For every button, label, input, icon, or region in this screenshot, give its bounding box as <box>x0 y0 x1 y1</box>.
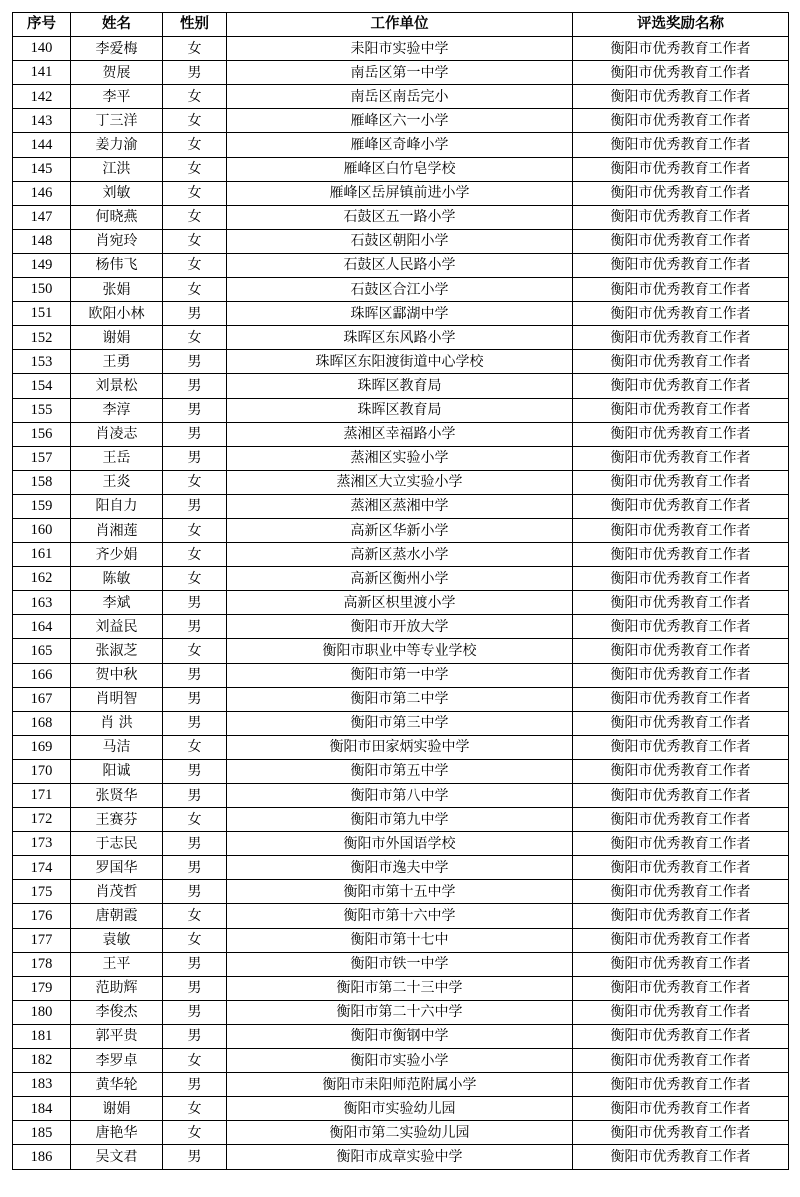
cell-award-name: 衡阳市优秀教育工作者 <box>573 85 789 109</box>
cell-serial-number: 164 <box>13 615 71 639</box>
cell-serial-number: 176 <box>13 904 71 928</box>
cell-award-name: 衡阳市优秀教育工作者 <box>573 567 789 591</box>
cell-name: 王炎 <box>71 470 163 494</box>
cell-work-unit: 蒸湘区蒸湘中学 <box>227 494 573 518</box>
cell-work-unit: 雁峰区六一小学 <box>227 109 573 133</box>
cell-name: 张淑芝 <box>71 639 163 663</box>
cell-gender: 男 <box>163 398 227 422</box>
cell-work-unit: 衡阳市耒阳师范附属小学 <box>227 1073 573 1097</box>
cell-award-name: 衡阳市优秀教育工作者 <box>573 494 789 518</box>
cell-serial-number: 145 <box>13 157 71 181</box>
cell-name: 刘敏 <box>71 181 163 205</box>
cell-work-unit: 衡阳市第二十三中学 <box>227 976 573 1000</box>
cell-work-unit: 珠晖区东风路小学 <box>227 326 573 350</box>
cell-award-name: 衡阳市优秀教育工作者 <box>573 326 789 350</box>
table-row <box>13 61 789 85</box>
cell-gender: 男 <box>163 976 227 1000</box>
cell-award-name: 衡阳市优秀教育工作者 <box>573 784 789 808</box>
cell-work-unit: 石鼓区合江小学 <box>227 278 573 302</box>
cell-gender: 女 <box>163 253 227 277</box>
cell-serial-number: 153 <box>13 350 71 374</box>
cell-gender: 男 <box>163 1000 227 1024</box>
cell-work-unit: 衡阳市第十五中学 <box>227 880 573 904</box>
cell-work-unit: 衡阳市职业中等专业学校 <box>227 639 573 663</box>
cell-name: 郭平贵 <box>71 1024 163 1048</box>
table-row <box>13 350 789 374</box>
table-row <box>13 976 789 1000</box>
cell-serial-number: 148 <box>13 229 71 253</box>
cell-name: 何晓燕 <box>71 205 163 229</box>
cell-award-name: 衡阳市优秀教育工作者 <box>573 518 789 542</box>
cell-serial-number: 147 <box>13 205 71 229</box>
cell-award-name: 衡阳市优秀教育工作者 <box>573 1000 789 1024</box>
cell-work-unit: 蒸湘区实验小学 <box>227 446 573 470</box>
table-row <box>13 446 789 470</box>
cell-gender: 女 <box>163 229 227 253</box>
cell-serial-number: 160 <box>13 518 71 542</box>
cell-name: 肖 洪 <box>71 711 163 735</box>
cell-award-name: 衡阳市优秀教育工作者 <box>573 759 789 783</box>
table-row <box>13 591 789 615</box>
award-list-sheet <box>12 12 788 1170</box>
cell-name: 于志民 <box>71 832 163 856</box>
cell-name: 袁敏 <box>71 928 163 952</box>
cell-serial-number: 150 <box>13 278 71 302</box>
cell-award-name: 衡阳市优秀教育工作者 <box>573 1097 789 1121</box>
cell-name: 唐艳华 <box>71 1121 163 1145</box>
cell-work-unit: 耒阳市实验中学 <box>227 37 573 61</box>
cell-award-name: 衡阳市优秀教育工作者 <box>573 856 789 880</box>
header-serial-number: 序号 <box>13 13 71 37</box>
cell-award-name: 衡阳市优秀教育工作者 <box>573 832 789 856</box>
cell-work-unit: 南岳区南岳完小 <box>227 85 573 109</box>
cell-work-unit: 衡阳市第九中学 <box>227 808 573 832</box>
cell-award-name: 衡阳市优秀教育工作者 <box>573 952 789 976</box>
cell-serial-number: 171 <box>13 784 71 808</box>
table-row <box>13 880 789 904</box>
cell-name: 江洪 <box>71 157 163 181</box>
cell-gender: 男 <box>163 759 227 783</box>
table-row <box>13 302 789 326</box>
cell-name: 范助辉 <box>71 976 163 1000</box>
table-row <box>13 808 789 832</box>
table-row <box>13 398 789 422</box>
cell-work-unit: 南岳区第一中学 <box>227 61 573 85</box>
cell-name: 李平 <box>71 85 163 109</box>
cell-name: 唐朝霞 <box>71 904 163 928</box>
cell-work-unit: 衡阳市实验幼儿园 <box>227 1097 573 1121</box>
cell-work-unit: 衡阳市第二中学 <box>227 687 573 711</box>
cell-serial-number: 141 <box>13 61 71 85</box>
cell-work-unit: 衡阳市衡钢中学 <box>227 1024 573 1048</box>
cell-award-name: 衡阳市优秀教育工作者 <box>573 928 789 952</box>
table-row <box>13 735 789 759</box>
cell-award-name: 衡阳市优秀教育工作者 <box>573 543 789 567</box>
cell-work-unit: 衡阳市第十七中 <box>227 928 573 952</box>
cell-serial-number: 177 <box>13 928 71 952</box>
cell-name: 李斌 <box>71 591 163 615</box>
cell-serial-number: 163 <box>13 591 71 615</box>
cell-serial-number: 178 <box>13 952 71 976</box>
cell-name: 王赛芬 <box>71 808 163 832</box>
cell-gender: 男 <box>163 374 227 398</box>
cell-gender: 男 <box>163 591 227 615</box>
table-row <box>13 1121 789 1145</box>
table-row <box>13 229 789 253</box>
cell-name: 王平 <box>71 952 163 976</box>
cell-serial-number: 167 <box>13 687 71 711</box>
table-row <box>13 639 789 663</box>
table-row <box>13 109 789 133</box>
table-row <box>13 615 789 639</box>
cell-gender: 女 <box>163 109 227 133</box>
cell-award-name: 衡阳市优秀教育工作者 <box>573 133 789 157</box>
cell-award-name: 衡阳市优秀教育工作者 <box>573 663 789 687</box>
cell-work-unit: 衡阳市第八中学 <box>227 784 573 808</box>
cell-gender: 女 <box>163 904 227 928</box>
cell-name: 欧阳小林 <box>71 302 163 326</box>
cell-name: 黄华轮 <box>71 1073 163 1097</box>
table-row <box>13 37 789 61</box>
cell-name: 肖宛玲 <box>71 229 163 253</box>
cell-award-name: 衡阳市优秀教育工作者 <box>573 880 789 904</box>
table-header <box>13 13 789 37</box>
table-row <box>13 1145 789 1169</box>
cell-work-unit: 高新区蒸水小学 <box>227 543 573 567</box>
cell-name: 王勇 <box>71 350 163 374</box>
cell-name: 肖茂哲 <box>71 880 163 904</box>
cell-gender: 男 <box>163 61 227 85</box>
cell-serial-number: 151 <box>13 302 71 326</box>
cell-work-unit: 高新区枳里渡小学 <box>227 591 573 615</box>
cell-gender: 男 <box>163 711 227 735</box>
cell-award-name: 衡阳市优秀教育工作者 <box>573 205 789 229</box>
header-gender: 性别 <box>163 13 227 37</box>
cell-work-unit: 珠晖区教育局 <box>227 398 573 422</box>
cell-gender: 男 <box>163 880 227 904</box>
cell-gender: 男 <box>163 952 227 976</box>
cell-serial-number: 156 <box>13 422 71 446</box>
cell-award-name: 衡阳市优秀教育工作者 <box>573 639 789 663</box>
cell-award-name: 衡阳市优秀教育工作者 <box>573 711 789 735</box>
cell-work-unit: 衡阳市第二十六中学 <box>227 1000 573 1024</box>
cell-award-name: 衡阳市优秀教育工作者 <box>573 37 789 61</box>
table-row <box>13 1000 789 1024</box>
cell-serial-number: 184 <box>13 1097 71 1121</box>
cell-gender: 女 <box>163 518 227 542</box>
cell-work-unit: 衡阳市外国语学校 <box>227 832 573 856</box>
cell-name: 李罗卓 <box>71 1049 163 1073</box>
cell-serial-number: 165 <box>13 639 71 663</box>
cell-serial-number: 182 <box>13 1049 71 1073</box>
cell-award-name: 衡阳市优秀教育工作者 <box>573 808 789 832</box>
cell-gender: 男 <box>163 687 227 711</box>
table-body <box>13 37 789 1169</box>
table-row <box>13 663 789 687</box>
cell-serial-number: 146 <box>13 181 71 205</box>
table-row <box>13 928 789 952</box>
cell-serial-number: 144 <box>13 133 71 157</box>
header-work-unit: 工作单位 <box>227 13 573 37</box>
cell-gender: 女 <box>163 808 227 832</box>
cell-work-unit: 高新区衡州小学 <box>227 567 573 591</box>
cell-serial-number: 159 <box>13 494 71 518</box>
cell-work-unit: 衡阳市第一中学 <box>227 663 573 687</box>
cell-work-unit: 珠晖区东阳渡街道中心学校 <box>227 350 573 374</box>
cell-award-name: 衡阳市优秀教育工作者 <box>573 109 789 133</box>
table-row <box>13 85 789 109</box>
cell-work-unit: 衡阳市开放大学 <box>227 615 573 639</box>
award-table <box>12 12 789 1170</box>
table-row <box>13 494 789 518</box>
cell-name: 李爱梅 <box>71 37 163 61</box>
cell-name: 刘景松 <box>71 374 163 398</box>
cell-gender: 男 <box>163 1145 227 1169</box>
cell-serial-number: 170 <box>13 759 71 783</box>
cell-work-unit: 蒸湘区大立实验小学 <box>227 470 573 494</box>
cell-work-unit: 衡阳市铁一中学 <box>227 952 573 976</box>
cell-serial-number: 173 <box>13 832 71 856</box>
cell-name: 谢娟 <box>71 326 163 350</box>
table-row <box>13 687 789 711</box>
cell-gender: 女 <box>163 928 227 952</box>
cell-award-name: 衡阳市优秀教育工作者 <box>573 157 789 181</box>
cell-work-unit: 雁峰区奇峰小学 <box>227 133 573 157</box>
cell-name: 阳诚 <box>71 759 163 783</box>
cell-gender: 男 <box>163 446 227 470</box>
cell-name: 张娟 <box>71 278 163 302</box>
cell-serial-number: 172 <box>13 808 71 832</box>
cell-award-name: 衡阳市优秀教育工作者 <box>573 253 789 277</box>
cell-award-name: 衡阳市优秀教育工作者 <box>573 1049 789 1073</box>
cell-gender: 女 <box>163 181 227 205</box>
cell-gender: 女 <box>163 1049 227 1073</box>
cell-work-unit: 珠晖区教育局 <box>227 374 573 398</box>
cell-award-name: 衡阳市优秀教育工作者 <box>573 976 789 1000</box>
cell-serial-number: 168 <box>13 711 71 735</box>
table-row <box>13 422 789 446</box>
cell-work-unit: 衡阳市逸夫中学 <box>227 856 573 880</box>
cell-award-name: 衡阳市优秀教育工作者 <box>573 398 789 422</box>
table-row <box>13 543 789 567</box>
cell-serial-number: 169 <box>13 735 71 759</box>
table-row <box>13 1049 789 1073</box>
cell-serial-number: 157 <box>13 446 71 470</box>
table-row <box>13 832 789 856</box>
cell-work-unit: 衡阳市实验小学 <box>227 1049 573 1073</box>
cell-gender: 男 <box>163 422 227 446</box>
cell-name: 齐少娟 <box>71 543 163 567</box>
cell-serial-number: 142 <box>13 85 71 109</box>
cell-gender: 男 <box>163 494 227 518</box>
table-row <box>13 157 789 181</box>
header-row <box>13 13 789 37</box>
cell-award-name: 衡阳市优秀教育工作者 <box>573 422 789 446</box>
table-row <box>13 1097 789 1121</box>
cell-award-name: 衡阳市优秀教育工作者 <box>573 229 789 253</box>
cell-name: 李淳 <box>71 398 163 422</box>
cell-work-unit: 衡阳市第三中学 <box>227 711 573 735</box>
cell-gender: 男 <box>163 832 227 856</box>
cell-work-unit: 衡阳市第五中学 <box>227 759 573 783</box>
cell-award-name: 衡阳市优秀教育工作者 <box>573 904 789 928</box>
cell-gender: 男 <box>163 663 227 687</box>
cell-name: 阳自力 <box>71 494 163 518</box>
table-row <box>13 904 789 928</box>
cell-gender: 女 <box>163 278 227 302</box>
cell-award-name: 衡阳市优秀教育工作者 <box>573 61 789 85</box>
cell-gender: 女 <box>163 567 227 591</box>
cell-serial-number: 186 <box>13 1145 71 1169</box>
cell-award-name: 衡阳市优秀教育工作者 <box>573 350 789 374</box>
cell-name: 刘益民 <box>71 615 163 639</box>
cell-name: 吴文君 <box>71 1145 163 1169</box>
table-row <box>13 326 789 350</box>
cell-award-name: 衡阳市优秀教育工作者 <box>573 735 789 759</box>
table-row <box>13 1073 789 1097</box>
table-row <box>13 759 789 783</box>
cell-name: 丁三洋 <box>71 109 163 133</box>
table-row <box>13 374 789 398</box>
cell-award-name: 衡阳市优秀教育工作者 <box>573 446 789 470</box>
cell-gender: 女 <box>163 157 227 181</box>
cell-name: 王岳 <box>71 446 163 470</box>
cell-name: 谢娟 <box>71 1097 163 1121</box>
cell-gender: 女 <box>163 470 227 494</box>
cell-serial-number: 166 <box>13 663 71 687</box>
cell-gender: 女 <box>163 37 227 61</box>
cell-gender: 女 <box>163 326 227 350</box>
cell-gender: 女 <box>163 205 227 229</box>
cell-name: 陈敏 <box>71 567 163 591</box>
cell-award-name: 衡阳市优秀教育工作者 <box>573 1121 789 1145</box>
cell-award-name: 衡阳市优秀教育工作者 <box>573 1073 789 1097</box>
cell-gender: 男 <box>163 302 227 326</box>
cell-gender: 女 <box>163 85 227 109</box>
cell-work-unit: 衡阳市田家炳实验中学 <box>227 735 573 759</box>
table-row <box>13 784 789 808</box>
cell-gender: 男 <box>163 1073 227 1097</box>
cell-serial-number: 174 <box>13 856 71 880</box>
cell-award-name: 衡阳市优秀教育工作者 <box>573 278 789 302</box>
cell-work-unit: 衡阳市第二实验幼儿园 <box>227 1121 573 1145</box>
cell-award-name: 衡阳市优秀教育工作者 <box>573 1145 789 1169</box>
cell-work-unit: 珠晖区酃湖中学 <box>227 302 573 326</box>
cell-award-name: 衡阳市优秀教育工作者 <box>573 374 789 398</box>
cell-serial-number: 185 <box>13 1121 71 1145</box>
cell-serial-number: 140 <box>13 37 71 61</box>
cell-award-name: 衡阳市优秀教育工作者 <box>573 1024 789 1048</box>
cell-work-unit: 衡阳市成章实验中学 <box>227 1145 573 1169</box>
cell-gender: 男 <box>163 1024 227 1048</box>
cell-work-unit: 高新区华新小学 <box>227 518 573 542</box>
cell-work-unit: 雁峰区白竹皂学校 <box>227 157 573 181</box>
cell-work-unit: 蒸湘区幸福路小学 <box>227 422 573 446</box>
cell-serial-number: 155 <box>13 398 71 422</box>
cell-name: 肖明智 <box>71 687 163 711</box>
cell-gender: 男 <box>163 350 227 374</box>
cell-gender: 男 <box>163 615 227 639</box>
table-row <box>13 711 789 735</box>
cell-serial-number: 143 <box>13 109 71 133</box>
cell-gender: 男 <box>163 856 227 880</box>
cell-name: 贺展 <box>71 61 163 85</box>
table-row <box>13 470 789 494</box>
cell-work-unit: 石鼓区人民路小学 <box>227 253 573 277</box>
header-name: 姓名 <box>71 13 163 37</box>
cell-work-unit: 雁峰区岳屏镇前进小学 <box>227 181 573 205</box>
cell-name: 张贤华 <box>71 784 163 808</box>
cell-name: 马洁 <box>71 735 163 759</box>
cell-gender: 男 <box>163 784 227 808</box>
header-award-name: 评选奖励名称 <box>573 13 789 37</box>
cell-serial-number: 175 <box>13 880 71 904</box>
cell-work-unit: 石鼓区五一路小学 <box>227 205 573 229</box>
cell-award-name: 衡阳市优秀教育工作者 <box>573 591 789 615</box>
cell-serial-number: 179 <box>13 976 71 1000</box>
cell-serial-number: 181 <box>13 1024 71 1048</box>
cell-name: 肖湘莲 <box>71 518 163 542</box>
cell-award-name: 衡阳市优秀教育工作者 <box>573 470 789 494</box>
table-row <box>13 856 789 880</box>
cell-serial-number: 183 <box>13 1073 71 1097</box>
cell-award-name: 衡阳市优秀教育工作者 <box>573 687 789 711</box>
table-row <box>13 1024 789 1048</box>
cell-serial-number: 158 <box>13 470 71 494</box>
cell-gender: 女 <box>163 543 227 567</box>
table-row <box>13 181 789 205</box>
cell-serial-number: 149 <box>13 253 71 277</box>
cell-gender: 女 <box>163 1097 227 1121</box>
cell-serial-number: 154 <box>13 374 71 398</box>
cell-name: 贺中秋 <box>71 663 163 687</box>
cell-name: 肖凌志 <box>71 422 163 446</box>
table-row <box>13 133 789 157</box>
cell-work-unit: 石鼓区朝阳小学 <box>227 229 573 253</box>
cell-serial-number: 162 <box>13 567 71 591</box>
table-row <box>13 205 789 229</box>
cell-award-name: 衡阳市优秀教育工作者 <box>573 615 789 639</box>
table-row <box>13 278 789 302</box>
cell-serial-number: 152 <box>13 326 71 350</box>
cell-gender: 女 <box>163 735 227 759</box>
cell-name: 李俊杰 <box>71 1000 163 1024</box>
table-row <box>13 253 789 277</box>
cell-gender: 女 <box>163 133 227 157</box>
cell-award-name: 衡阳市优秀教育工作者 <box>573 302 789 326</box>
table-row <box>13 567 789 591</box>
cell-serial-number: 180 <box>13 1000 71 1024</box>
table-row <box>13 952 789 976</box>
table-row <box>13 518 789 542</box>
cell-award-name: 衡阳市优秀教育工作者 <box>573 181 789 205</box>
cell-name: 杨伟飞 <box>71 253 163 277</box>
cell-name: 罗国华 <box>71 856 163 880</box>
cell-serial-number: 161 <box>13 543 71 567</box>
cell-gender: 女 <box>163 639 227 663</box>
cell-gender: 女 <box>163 1121 227 1145</box>
cell-name: 姜力渝 <box>71 133 163 157</box>
cell-work-unit: 衡阳市第十六中学 <box>227 904 573 928</box>
